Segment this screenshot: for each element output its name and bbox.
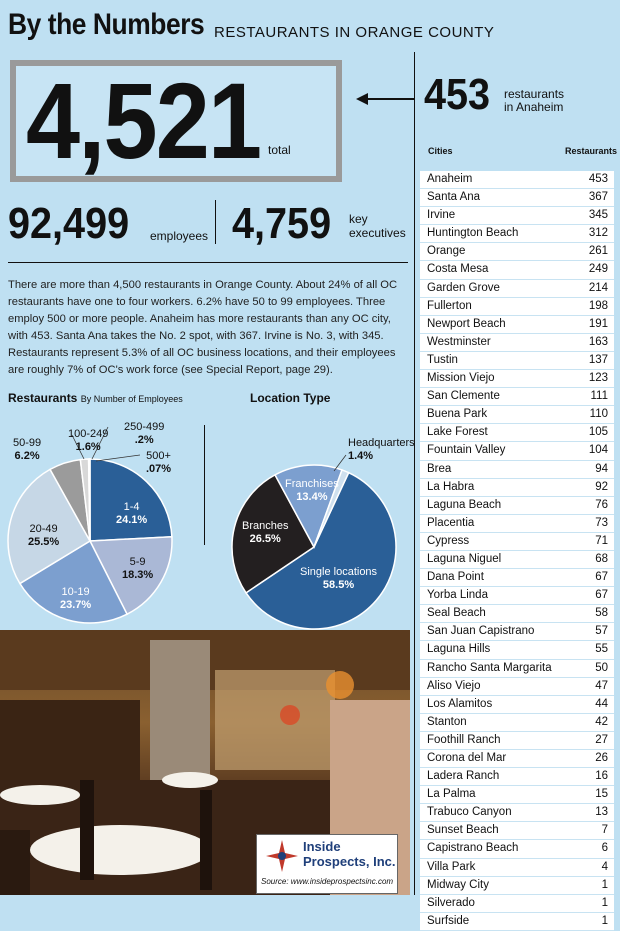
page-subtitle: RESTAURANTS IN ORANGE COUNTY (214, 24, 494, 41)
pie1-label-50-99-name: 50-99 (13, 437, 41, 450)
table-cell-city: Seal Beach (427, 605, 486, 622)
table-cell-count: 55 (595, 641, 608, 658)
employees-label: employees (150, 229, 208, 243)
table-row (420, 461, 614, 479)
table-cell-count: 1 (602, 913, 608, 930)
location-chart-title: Location Type (250, 391, 330, 405)
pie2-label-single-pct: 58.5% (323, 579, 354, 591)
table-row (420, 569, 614, 587)
table-row (420, 840, 614, 858)
table-cell-city: Dana Point (427, 569, 484, 586)
anaheim-value: 453 (424, 70, 490, 120)
table-cell-city: Corona del Mar (427, 750, 506, 767)
table-row (420, 316, 614, 334)
anaheim-label-line2: in Anaheim (504, 101, 564, 114)
table-row (420, 225, 614, 243)
table-row (420, 786, 614, 804)
table-cell-count: 198 (589, 298, 608, 315)
table-cell-city: Los Alamitos (427, 696, 492, 713)
table-cell-city: Capistrano Beach (427, 840, 518, 857)
table-header-restaurants: Restaurants (565, 146, 617, 156)
pie2-label-single (300, 566, 377, 592)
table-cell-city: Lake Forest (427, 424, 488, 441)
restaurants-chart-title-text: Restaurants (8, 391, 77, 405)
table-row (420, 406, 614, 424)
table-cell-count: 163 (589, 334, 608, 351)
table-row (420, 678, 614, 696)
table-cell-count: 27 (595, 732, 608, 749)
pie2-label-franchises-pct: 13.4% (296, 491, 327, 503)
table-row (420, 551, 614, 569)
table-row (420, 732, 614, 750)
table-row (420, 804, 614, 822)
table-cell-city: Fountain Valley (427, 442, 505, 459)
table-cell-city: San Clemente (427, 388, 500, 405)
logo-line1: Inside (303, 839, 395, 854)
table-cell-city: Silverado (427, 895, 475, 912)
table-cell-count: 76 (595, 497, 608, 514)
table-cell-city: Placentia (427, 515, 474, 532)
table-row (420, 895, 614, 913)
table-cell-count: 191 (589, 316, 608, 333)
executives-label-line1: key (349, 212, 406, 226)
table-cell-count: 57 (595, 623, 608, 640)
table-row (420, 497, 614, 515)
table-cell-count: 94 (595, 461, 608, 478)
table-row (420, 660, 614, 678)
table-cell-count: 249 (589, 261, 608, 278)
table-cell-city: Anaheim (427, 171, 472, 188)
table-cell-city: Costa Mesa (427, 261, 488, 278)
pie1-label-500plus-name: 500+ (146, 450, 171, 463)
arrow-left-icon (356, 93, 368, 105)
pie1-label-100-249-name: 100-249 (68, 428, 108, 441)
table-cell-city: Tustin (427, 352, 458, 369)
table-row (420, 261, 614, 279)
table-cell-count: 47 (595, 678, 608, 695)
table-cell-city: Rancho Santa Margarita (427, 660, 552, 677)
table-cell-city: La Palma (427, 786, 476, 803)
table-cell-city: Trabuco Canyon (427, 804, 512, 821)
table-row (420, 605, 614, 623)
pie1-label-1-4 (116, 501, 147, 527)
column-divider (414, 52, 415, 895)
table-cell-count: 16 (595, 768, 608, 785)
pie1-label-250-499-pct: .2% (135, 434, 154, 446)
table-cell-count: 92 (595, 479, 608, 496)
table-cell-city: Buena Park (427, 406, 487, 423)
table-cell-count: 1 (602, 877, 608, 894)
inside-prospects-logo (256, 834, 398, 894)
table-cell-city: La Habra (427, 479, 474, 496)
table-row (420, 352, 614, 370)
table-row (420, 280, 614, 298)
table-row (420, 515, 614, 533)
restaurants-chart-subtitle: By Number of Employees (81, 394, 183, 404)
table-header-cities: Cities (428, 146, 453, 156)
table-cell-city: San Juan Capistrano (427, 623, 534, 640)
executives-label (349, 212, 406, 240)
table-cell-city: Santa Ana (427, 189, 480, 206)
table-cell-city: Orange (427, 243, 465, 260)
table-row (420, 750, 614, 768)
table-cell-count: 261 (589, 243, 608, 260)
pie1-label-50-99-pct: 6.2% (15, 450, 40, 462)
table-row (420, 207, 614, 225)
table-cell-count: 67 (595, 587, 608, 604)
pie2-label-single-name: Single locations (300, 566, 377, 579)
pie1-label-5-9-pct: 18.3% (122, 569, 153, 581)
table-row (420, 298, 614, 316)
pie2-label-hq (348, 437, 415, 463)
table-cell-city: Brea (427, 461, 451, 478)
pie1-label-5-9-name: 5-9 (122, 556, 153, 569)
table-cell-city: Newport Beach (427, 316, 506, 333)
table-cell-count: 1 (602, 895, 608, 912)
table-cell-city: Westminster (427, 334, 491, 351)
pie2-label-branches-pct: 26.5% (250, 533, 281, 545)
table-cell-city: Irvine (427, 207, 455, 224)
pie1-label-10-19-pct: 23.7% (60, 599, 91, 611)
pie1-label-20-49-name: 20-49 (28, 523, 59, 536)
table-cell-count: 42 (595, 714, 608, 731)
table-cell-count: 50 (595, 660, 608, 677)
table-cell-count: 58 (595, 605, 608, 622)
logo-line2: Prospects, Inc. (303, 854, 395, 869)
table-cell-count: 73 (595, 515, 608, 532)
section-separator (8, 262, 408, 263)
total-value: 4,521 (26, 58, 260, 183)
anaheim-label (504, 88, 564, 114)
table-cell-count: 15 (595, 786, 608, 803)
pie1-label-500plus (146, 450, 171, 476)
table-cell-count: 7 (602, 822, 608, 839)
table-cell-city: Midway City (427, 877, 489, 894)
pie1-label-10-19-name: 10-19 (60, 586, 91, 599)
pie1-label-250-499 (124, 421, 164, 447)
pie2-label-hq-name: Headquarters (348, 437, 415, 450)
table-row (420, 696, 614, 714)
pie2-label-franchises (285, 478, 339, 504)
table-cell-count: 110 (590, 406, 608, 423)
page-title: By the Numbers (8, 8, 204, 42)
table-cell-count: 13 (595, 804, 608, 821)
table-cell-city: Foothill Ranch (427, 732, 501, 749)
table-row (420, 370, 614, 388)
table-row (420, 243, 614, 261)
table-cell-count: 105 (589, 424, 608, 441)
table-cell-city: Yorba Linda (427, 587, 488, 604)
table-cell-count: 26 (595, 750, 608, 767)
total-label: total (268, 143, 291, 157)
table-cell-count: 104 (589, 442, 608, 459)
table-cell-city: Laguna Niguel (427, 551, 501, 568)
logo-text (303, 839, 395, 869)
table-cell-count: 111 (591, 388, 608, 405)
table-row (420, 641, 614, 659)
table-cell-count: 67 (595, 569, 608, 586)
table-cell-city: Ladera Ranch (427, 768, 499, 785)
pie1-label-250-499-name: 250-499 (124, 421, 164, 434)
table-row (420, 424, 614, 442)
table-cell-city: Villa Park (427, 859, 475, 876)
table-cell-count: 312 (589, 225, 608, 242)
table-cell-count: 453 (589, 171, 608, 188)
table-row (420, 859, 614, 877)
pie2-label-franchises-name: Franchises (285, 478, 339, 491)
table-cell-count: 214 (589, 280, 608, 297)
table-row (420, 623, 614, 641)
pie1-label-10-19 (60, 586, 91, 612)
table-cell-city: Surfside (427, 913, 469, 930)
pie2-label-hq-pct: 1.4% (348, 450, 373, 462)
table-cell-count: 4 (602, 859, 608, 876)
table-row (420, 822, 614, 840)
table-cell-count: 137 (589, 352, 608, 369)
pie2-label-branches (242, 520, 288, 546)
table-cell-city: Laguna Beach (427, 497, 501, 514)
table-cell-city: Sunset Beach (427, 822, 499, 839)
employees-value: 92,499 (8, 199, 129, 249)
table-cell-city: Mission Viejo (427, 370, 495, 387)
table-cell-count: 123 (589, 370, 608, 387)
pie1-label-1-4-name: 1-4 (116, 501, 147, 514)
pie1-label-100-249 (68, 428, 108, 454)
executives-value: 4,759 (232, 199, 331, 249)
table-row (420, 913, 614, 931)
table-cell-count: 71 (595, 533, 608, 550)
table-cell-count: 68 (595, 551, 608, 568)
table-cell-city: Huntington Beach (427, 225, 518, 242)
table-cell-city: Fullerton (427, 298, 472, 315)
pie1-label-20-49-pct: 25.5% (28, 536, 59, 548)
table-row (420, 388, 614, 406)
table-cell-count: 367 (589, 189, 608, 206)
arrow-line (362, 98, 414, 100)
pie1-label-1-4-pct: 24.1% (116, 514, 147, 526)
compass-icon (265, 839, 299, 873)
table-row (420, 189, 614, 207)
restaurants-chart-title (8, 391, 183, 405)
stat-separator (215, 200, 216, 244)
table-row (420, 714, 614, 732)
pie1-label-50-99 (13, 437, 41, 463)
table-cell-city: Garden Grove (427, 280, 500, 297)
pie1-label-5-9 (122, 556, 153, 582)
table-row (420, 479, 614, 497)
pie2-label-branches-name: Branches (242, 520, 288, 533)
cities-table (420, 171, 614, 931)
table-row (420, 533, 614, 551)
executives-label-line2: executives (349, 226, 406, 240)
table-cell-city: Aliso Viejo (427, 678, 481, 695)
pie1-label-100-249-pct: 1.6% (76, 441, 101, 453)
table-cell-city: Laguna Hills (427, 641, 490, 658)
pie1-label-500plus-pct: .07% (146, 463, 171, 475)
table-cell-count: 44 (595, 696, 608, 713)
table-row (420, 877, 614, 895)
table-cell-count: 6 (602, 840, 608, 857)
anaheim-label-line1: restaurants (504, 88, 564, 101)
table-row (420, 768, 614, 786)
table-row (420, 334, 614, 352)
pie1-label-20-49 (28, 523, 59, 549)
table-row (420, 171, 614, 189)
source-credit: Source: www.insideprospectsinc.com (261, 877, 393, 886)
table-cell-count: 345 (589, 207, 608, 224)
summary-paragraph: There are more than 4,500 restaurants in Orange County. About 24% of all OC restaurants have one to four workers. 6.2% have 50 to 99 employees. Three employ 500 or more people. Anaheim has more restaurants than any OC city, with 453. Santa Ana takes the No. 2 spot, with 367. Irvine is No. 3, with 345. Restaurants represent 5.3% of all OC business locations, and their employees are roughly 7% of OC's work force (see Special Report, page 29). (8, 277, 408, 379)
table-cell-city: Cypress (427, 533, 469, 550)
table-row (420, 442, 614, 460)
table-cell-city: Stanton (427, 714, 467, 731)
table-row (420, 587, 614, 605)
leader-line (96, 455, 140, 461)
